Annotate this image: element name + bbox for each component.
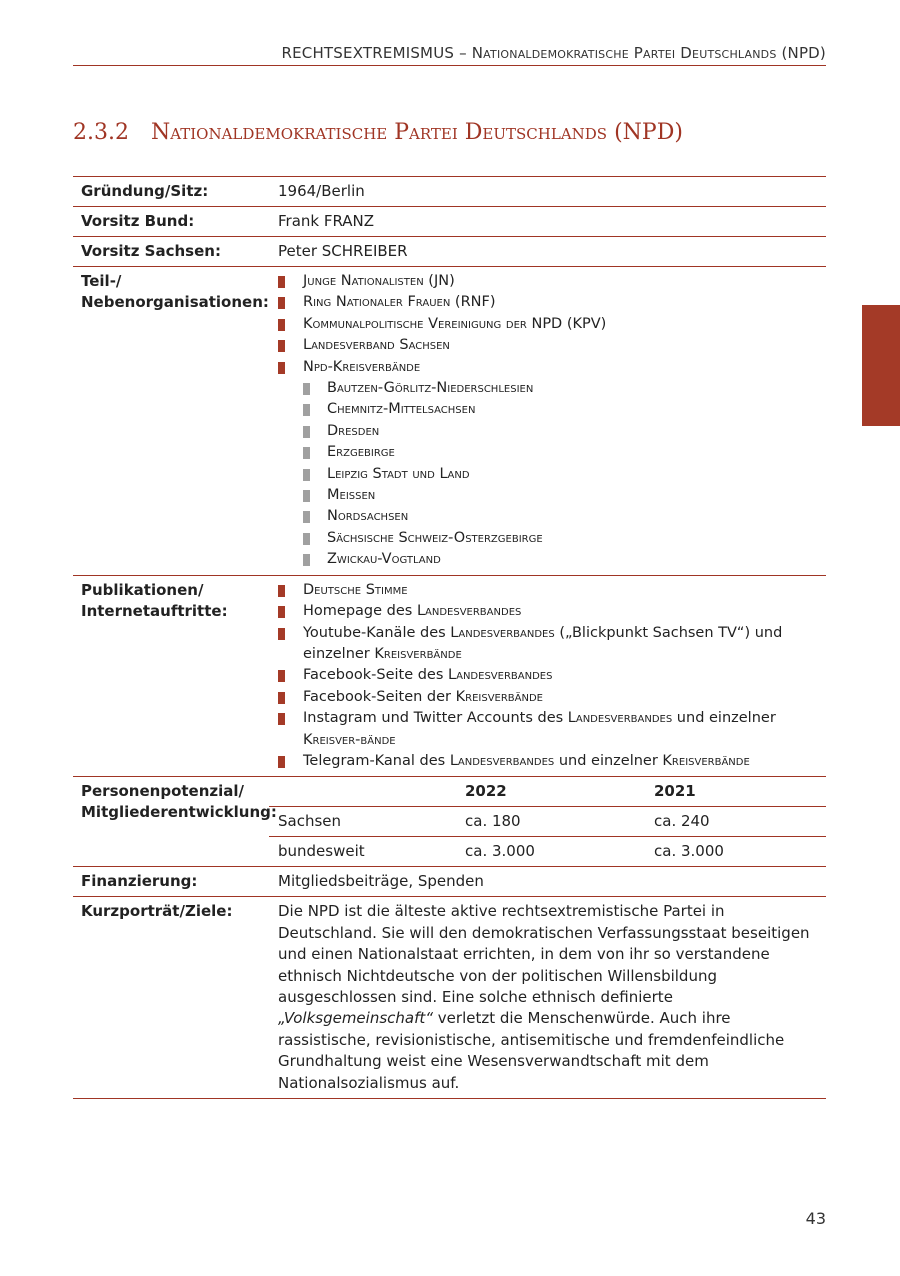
label-personen-line1: Personenpotenzial/ [81,782,245,801]
text: Landesverbandes [450,624,555,641]
running-header-separator: – [459,44,467,62]
party-profile-table [73,176,826,1099]
label-publikationen [73,576,269,777]
label-publikationen-line1: Publikationen/ [81,580,204,599]
kreisverbaende-heading: Npd-Kreisverbände [303,358,421,375]
value-publikationen [269,576,826,777]
text: Landesverbandes [449,752,555,769]
table-cell-value-b: ca. 3.000 [654,842,724,861]
table-cell-value-a: ca. 180 [465,812,521,831]
text: Landesverbandes [416,603,522,620]
label-finanzierung: Finanzierung: [81,872,198,891]
value-vorsitz-sachsen: Peter SCHREIBER [278,242,408,260]
sub-list-item: Bautzen-Görlitz-Niederschlesien [303,378,826,399]
table-row [269,836,826,866]
publikationen-list [278,580,826,773]
text: Landesverbandes [567,710,673,727]
list-item [278,751,826,772]
table-header-year-a: 2022 [465,782,507,801]
row-kurzportraet [73,896,826,1099]
text: und einzelner [554,752,663,769]
text: Kreisver-bände [303,731,396,748]
label-organisationen-line1: Teil-/ [81,272,122,290]
running-header-subtitle: Nationaldemokratische Partei Deutschlands (NPD) [471,44,826,62]
list-item [278,665,826,686]
text: Kreisverbände [374,645,462,662]
text: Instagram und Twitter Accounts des [303,710,568,727]
text: Homepage des [303,603,417,620]
table-cell-region: bundesweit [278,842,365,861]
sub-list-item: Erzgebirge [303,442,826,463]
label-personen [73,777,277,866]
sub-list-item: Zwickau-Vogtland [303,549,826,570]
sub-list-item: Leipzig Stadt und Land [303,464,826,485]
label-gruendung: Gründung/Sitz: [81,182,209,200]
section-number: 2.3.2 [73,120,129,145]
label-vorsitz-bund: Vorsitz Bund: [81,212,195,230]
label-kurzportraet: Kurzporträt/Ziele: [81,902,233,921]
running-header [281,44,826,62]
text: („Blickpunkt Sachsen TV“) und einzelner [303,624,783,662]
header-rule [73,65,826,66]
table-header-year-b: 2021 [654,782,696,801]
text: Kreisverbände [455,688,544,705]
list-item-kreisverbaende [278,357,826,571]
label-organisationen-line2: Nebenorganisationen: [81,293,269,311]
row-personen [73,776,826,866]
kurzportraet-text-a: Die NPD ist die älteste aktive rechtsextremistische Partei in Deutschland. Sie will den demokratischen Verfassungsstaat beseitigen und einen Nationalstaat errichten, in dem von ihr so verstandene ethnisch Nichtdeutsche von der politischen Willensbildung ausgeschlossen sind. Eine solche ethnisch definierte [278,902,810,1006]
section-title [73,120,683,145]
sub-list-item: Nordsachsen [303,506,826,527]
label-organisationen [73,267,269,575]
sub-list-item: Sächsische Schweiz-Osterzgebirge [303,528,826,549]
list-item: Kommunalpolitische Vereinigung der NPD (KPV) [278,314,826,335]
membership-table [269,777,826,866]
text: Facebook-Seiten der [303,688,456,705]
page-number: 43 [805,1209,826,1228]
row-finanzierung [73,866,826,896]
chapter-side-tab [862,305,900,426]
running-header-main: RECHTSEXTREMISMUS [281,44,455,62]
value-vorsitz-bund: Frank FRANZ [278,212,375,230]
table-cell-value-a: ca. 3.000 [465,842,535,861]
label-publikationen-line2: Internetauftritte: [81,601,228,620]
row-vorsitz-sachsen [73,236,826,266]
section-title-text: Nationaldemokratische Partei Deutschlands (NPD) [150,120,683,145]
list-item [278,687,826,708]
kurzportraet-text-italic: „Volksgemeinschaft“ [278,1009,434,1028]
kurzportraet-text-b: verletzt die Menschenwürde. Auch ihre rassistische, revisionistische, antisemitische und fremdenfeindliche Grundhaltung weist eine Wesensverwandtschaft mit dem Nationalsozialismus auf. [278,1009,785,1092]
row-publikationen [73,575,826,777]
text: und einzelner [672,710,776,727]
row-gruendung [73,176,826,206]
list-item [278,623,826,666]
value-kurzportraet [269,897,826,1098]
table-header-row [269,777,826,806]
value-organisationen [269,267,826,575]
row-vorsitz-bund [73,206,826,236]
list-item [278,601,826,622]
organisationen-list [278,271,826,571]
row-organisationen [73,266,826,575]
text: Youtube-Kanäle des [303,624,451,641]
text: Kreisverbände [662,752,750,769]
table-row [269,806,826,836]
text: Landesverbandes [448,667,553,684]
label-vorsitz-sachsen: Vorsitz Sachsen: [81,242,221,260]
label-personen-line2: Mitgliederentwicklung: [81,803,277,822]
table-cell-region: Sachsen [278,812,342,831]
sub-list-item: Dresden [303,421,826,442]
value-finanzierung: Mitgliedsbeiträge, Spenden [278,872,484,891]
list-item: Landesverband Sachsen [278,335,826,356]
list-item: Deutsche Stimme [278,580,826,601]
text: Facebook-Seite des [303,667,449,684]
value-gruendung: 1964/Berlin [278,182,365,200]
table-header-empty [269,777,456,806]
list-item [278,708,826,751]
text: Telegram-Kanal des [303,752,450,769]
sub-list-item: Meissen [303,485,826,506]
table-cell-value-b: ca. 240 [654,812,710,831]
list-item: Ring Nationaler Frauen (RNF) [278,292,826,313]
kreisverbaende-list [303,378,826,571]
sub-list-item: Chemnitz-Mittelsachsen [303,399,826,420]
list-item: Junge Nationalisten (JN) [278,271,826,292]
